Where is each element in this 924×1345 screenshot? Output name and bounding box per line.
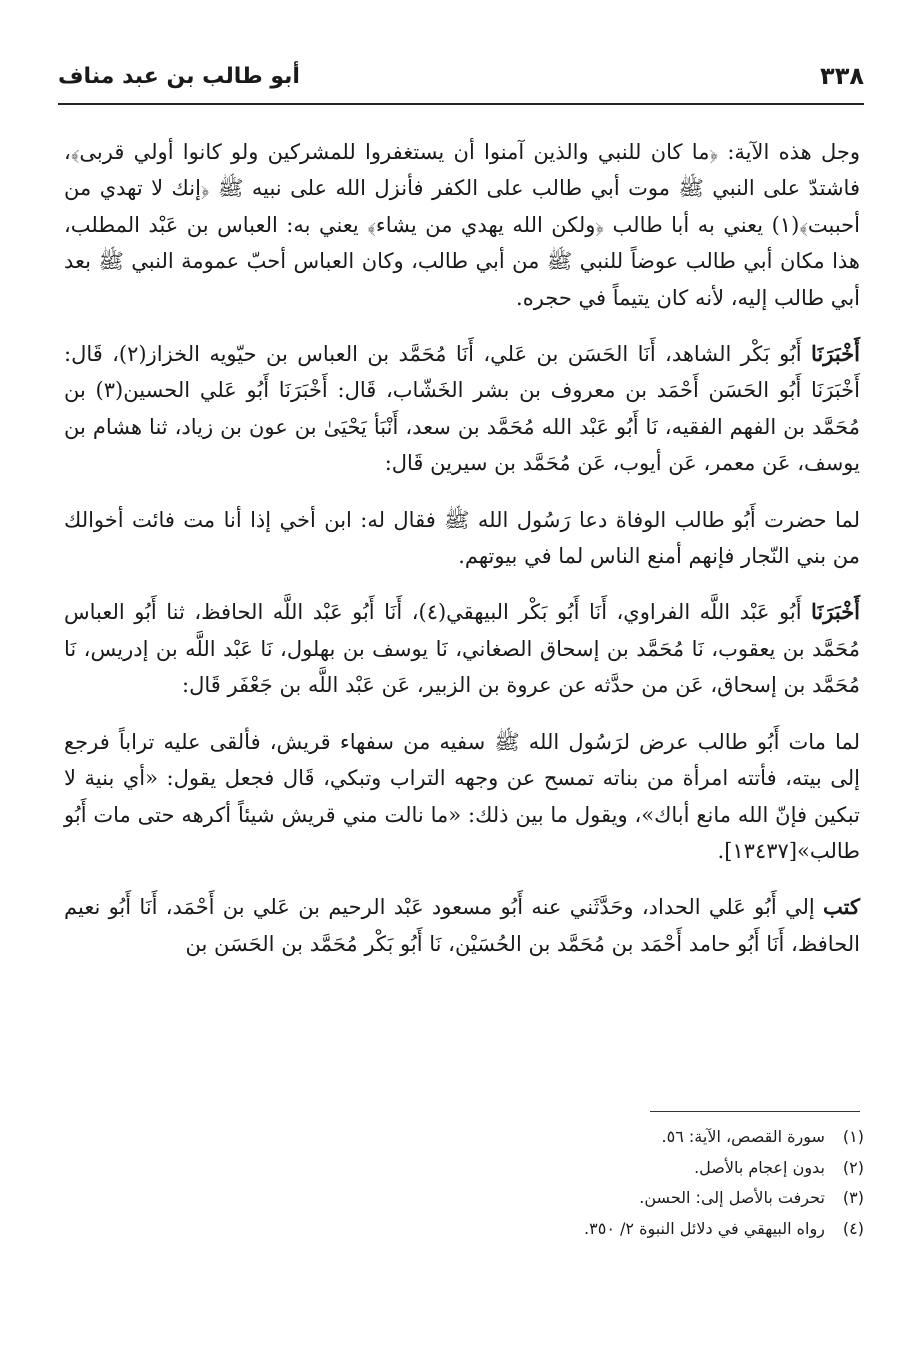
footnote-2 bbox=[64, 1153, 864, 1184]
footnote-1 bbox=[64, 1122, 864, 1153]
footnote-number: (٢) bbox=[842, 1157, 864, 1177]
footnote-text: بدون إعجام بالأصل. bbox=[694, 1157, 825, 1177]
footnote-number: (١) bbox=[842, 1127, 864, 1146]
paragraph-4 bbox=[64, 594, 860, 703]
footnote-text: سورة القصص، الآية: ٥٦. bbox=[661, 1127, 825, 1146]
footnote-divider bbox=[650, 1111, 860, 1112]
paragraph-lead: أَخْبَرَنَا bbox=[811, 341, 860, 367]
paragraph-2 bbox=[64, 336, 860, 482]
footnote-text: رواه البيهقي في دلائل النبوة ٢/ ٣٥٠. bbox=[584, 1218, 825, 1238]
paragraph-text: أَبُو عَبْد اللَّه الفراوي، أَنَا أَبُو بَكْر البيهقي(٤)، أَنَا أَبُو عَبْد اللَّه الحافظ، ثنا أَبُو العباس مُحَمَّد بن يعقوب، نَا مُحَمَّد بن إسحاق الصغاني، نَا يوسف بن بهلول، نَا عَبْد اللَّه بن إدريس، نَا مُحَمَّد بن إسحاق، عَن من حدَّثه عن عروة بن الزبير، عَن عَبْد اللَّه بن جَعْفَر قَال: bbox=[64, 600, 860, 698]
paragraph-3 bbox=[64, 502, 860, 575]
paragraph-lead: أَخْبَرَنَا bbox=[811, 599, 861, 625]
footnote-number: (٣) bbox=[842, 1188, 864, 1207]
footnote-3 bbox=[64, 1183, 864, 1214]
footnote-number: (٤) bbox=[842, 1218, 864, 1238]
paragraph-text: لما مات أَبُو طالب عرض لرَسُول الله ﷺ سفيه من سفهاء قريش، فألقى عليه تراباً فرجع إلى بيته، فأتته امرأة من بناته تمسح عن وجهه التراب وتبكي، قَال فجعل يقول: «أي بنية لا تبكين فإنّ الله مانع أباك»، ويقول ما بين ذلك: «ما نالت مني قريش شيئاً أكرهه حتى مات أَبُو طالب»[١٣٤٣٧]. bbox=[64, 729, 860, 863]
footnotes bbox=[64, 1122, 864, 1244]
main-text bbox=[64, 134, 860, 982]
footnote-text: تحرفت بالأصل إلى: الحسن. bbox=[639, 1188, 825, 1207]
paragraph-6 bbox=[64, 889, 860, 962]
paragraph-text: لما حضرت أَبُو طالب الوفاة دعا رَسُول الله ﷺ فقال له: ابن أخي إذا أنا مت فائت أخوالك من بني النّجار فإنهم أمنع الناس لما في بيوتهم. bbox=[64, 507, 860, 569]
footnote-4 bbox=[64, 1214, 864, 1245]
page-number: ٣٣٨ bbox=[820, 62, 864, 90]
paragraph-lead: كتب bbox=[823, 894, 860, 920]
paragraph-1 bbox=[64, 134, 860, 316]
paragraph-text: أَبُو بَكْر الشاهد، أَنَا الحَسَن بن عَلي، أَنَا مُحَمَّد بن العباس بن حيّويه الخزاز(٢)، قَال: أَخْبَرَنَا أَبُو الحَسَن أَحْمَد بن معروف بن بشر الخَشّاب، قَال: أَخْبَرَنَا أَبُو عَلي الحسين(٣) بن مُحَمَّد بن الفهم الفقيه، نَا أَبُو عَبْد الله مُحَمَّد بن سعد، أَنْبَأ يَحْيَىٰ بن عون بن زياد، ثنا هشام بن يوسف، عَن معمر، عَن أيوب، عَن مُحَمَّد بن سيرين قَال: bbox=[64, 342, 860, 476]
paragraph-5 bbox=[64, 724, 860, 870]
running-header bbox=[58, 62, 864, 98]
paragraph-text: وجل هذه الآية: ﴿ما كان للنبي والذين آمنوا أن يستغفروا للمشركين ولو كانوا أولي قربى﴾، فاشتدّ على النبي ﷺ موت أبي طالب على الكفر فأنزل الله على نبيه ﷺ ﴿إنك لا تهدي من أحببت﴾(١) يعني به أبا طالب ﴿ولكن الله يهدي من يشاء﴾ يعني به: العباس بن عَبْد المطلب، هذا مكان أبي طالب عوضاً للنبي ﷺ من أبي طالب، وكان العباس أحبّ عمومة النبي ﷺ بعد أبي طالب إليه، لأنه كان يتيماً في حجره. bbox=[64, 140, 860, 310]
header-divider bbox=[58, 103, 864, 105]
running-title: أبو طالب بن عبد مناف bbox=[58, 64, 300, 89]
paragraph-text: إلي أَبُو عَلي الحداد، وحَدَّثَني عنه أَبُو مسعود عَبْد الرحيم بن عَلي بن أَحْمَد، أَنَا أَبُو نعيم الحافظ، أَنَا أَبُو حامد أَحْمَد بن مُحَمَّد بن الحُسَيْن، نَا أَبُو بَكْر مُحَمَّد بن الحَسَن بن bbox=[64, 895, 860, 956]
